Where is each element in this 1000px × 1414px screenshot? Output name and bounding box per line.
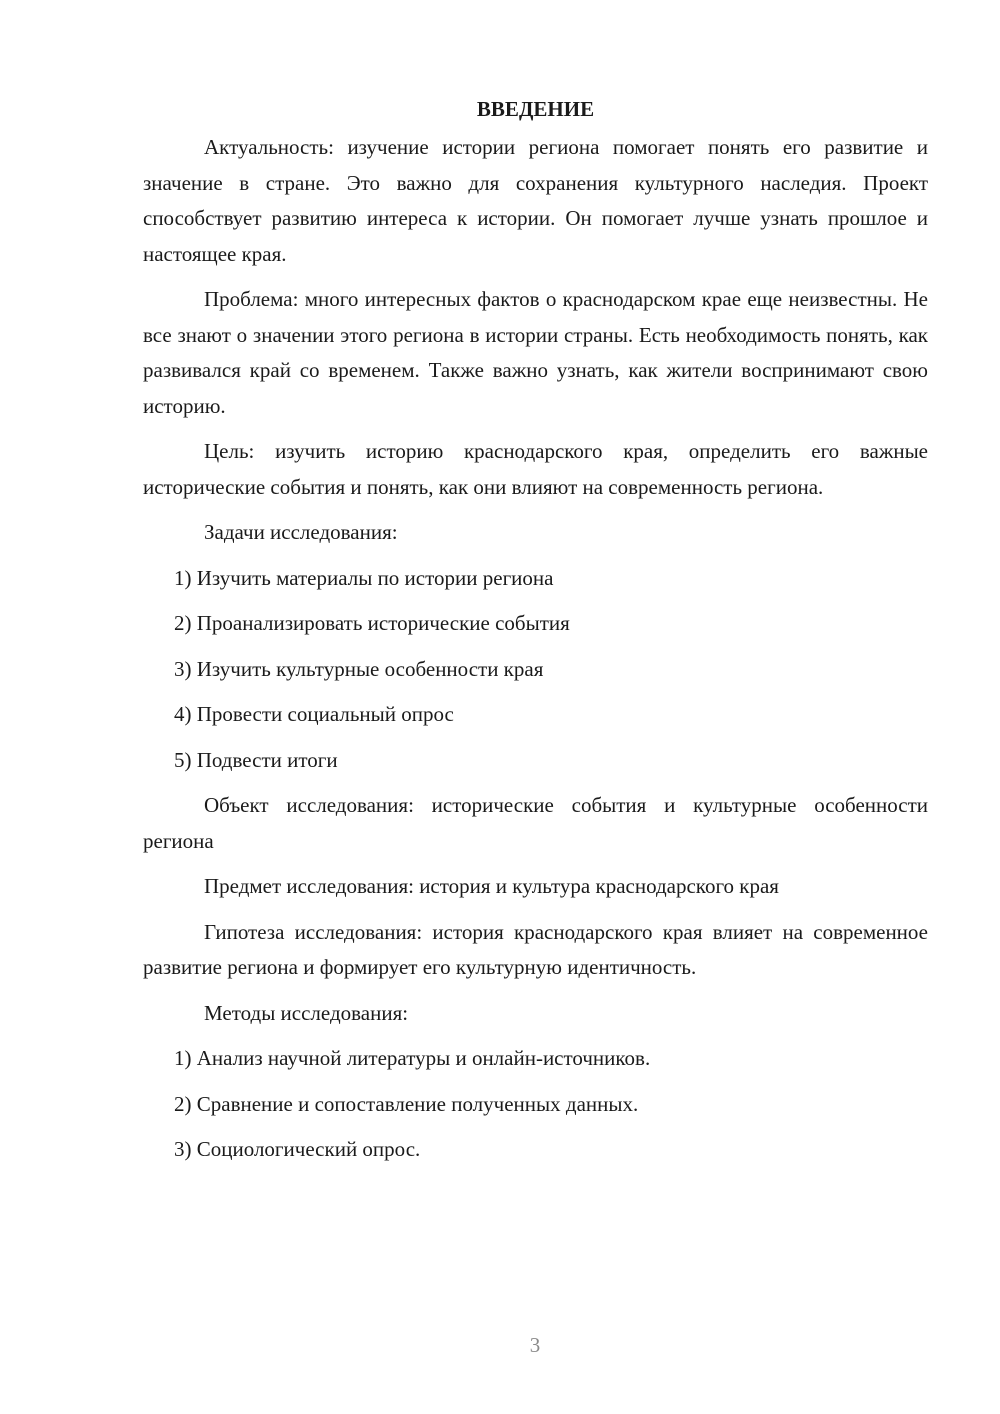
tasks-heading: Задачи исследования: — [204, 520, 398, 544]
object-paragraph: Объект исследования: исторические события и культурные особенности региона — [143, 793, 928, 853]
task-item: 5) Подвести итоги — [174, 747, 338, 772]
subject-paragraph: Предмет исследования: история и культура краснодарского края — [204, 874, 779, 898]
relevance-paragraph: Актуальность: изучение истории региона помогает понять его развитие и значение в стране. Это важно для сохранения культурного наследия. Проект способствует развитию интереса к истории. Он помогает лучше узнать прошлое и настоящее края. — [143, 135, 928, 266]
goal-paragraph: Цель: изучить историю краснодарского края, определить его важные исторические события и понять, как они влияют на современность региона. — [143, 439, 928, 499]
method-item: 3) Социологический опрос. — [174, 1137, 421, 1161]
page-number: 3 — [529, 1333, 541, 1357]
task-item: 1) Изучить материалы по истории региона — [174, 565, 554, 590]
hypothesis-paragraph: Гипотеза исследования: история краснодарского края влияет на современное развитие региона и формирует его культурную идентичность. — [143, 919, 928, 979]
task-item: 2) Проанализировать исторические события — [174, 611, 570, 635]
document-page — [143, 92, 928, 1178]
task-item: 4) Провести социальный опрос — [174, 702, 454, 726]
page-title: ВВЕДЕНИЕ — [476, 97, 595, 121]
method-item: 2) Сравнение и сопоставление полученных данных. — [174, 1091, 639, 1116]
methods-heading: Методы исследования: — [204, 1000, 409, 1025]
task-item: 3) Изучить культурные особенности края — [174, 656, 544, 681]
method-item: 1) Анализ научной литературы и онлайн-источников. — [174, 1046, 651, 1070]
problem-paragraph: Проблема: много интересных фактов о краснодарском крае еще неизвестны. Не все знают о значении этого региона в истории страны. Есть необходимость понять, как развивался край со временем. Также важно узнать, как жители воспринимают свою историю. — [143, 287, 928, 418]
